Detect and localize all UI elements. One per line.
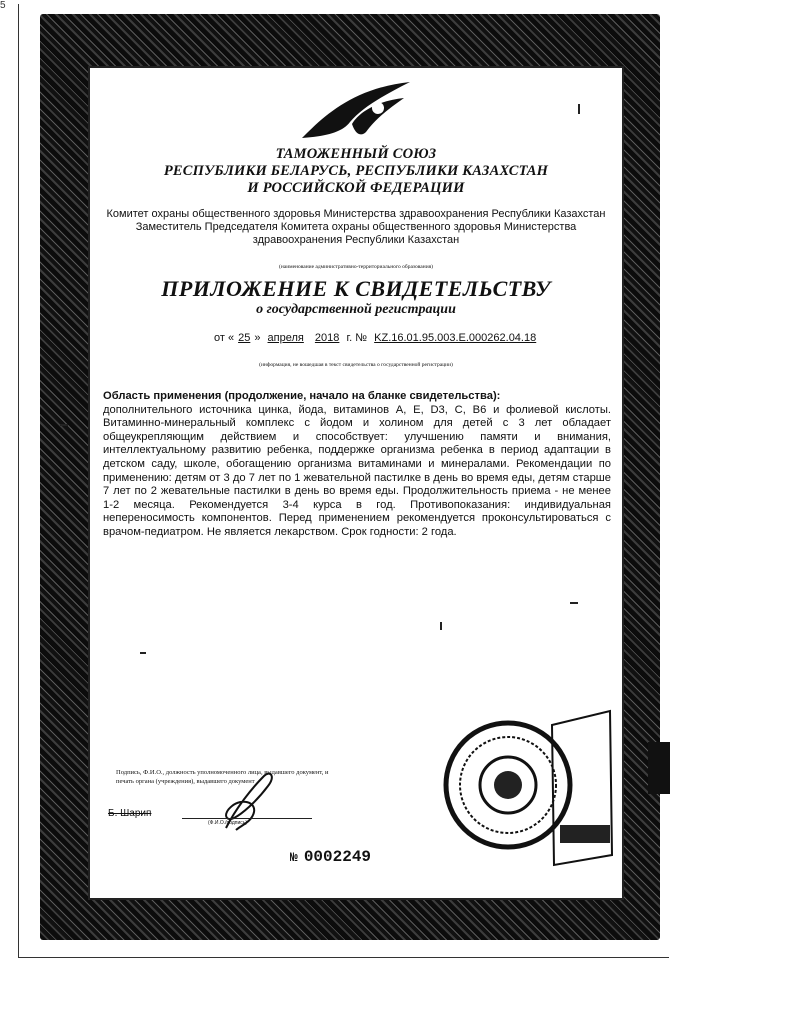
- document-title: ПРИЛОЖЕНИЕ К СВИДЕТЕЛЬСТВУ: [161, 276, 551, 301]
- signer-name: Б. Шарип: [108, 808, 152, 819]
- signer-role-caption: (Ф.И.О./подпись): [208, 820, 248, 826]
- scan-speck: [60, 424, 68, 426]
- date-day: 25: [238, 332, 251, 344]
- committee-line-3: здравоохранения Республики Казахстан: [252, 234, 460, 246]
- authority-caption: (наименование административно-территориального образования): [278, 264, 433, 270]
- registration-date-line: [214, 332, 540, 344]
- signature-line: [182, 818, 312, 819]
- serial-label: №: [290, 850, 298, 865]
- application-area-text: [103, 390, 611, 540]
- registration-number: KZ.16.01.95.003.E.000262.04.18: [374, 332, 537, 344]
- serial-number: [290, 848, 371, 866]
- scan-black-tab: [648, 742, 670, 794]
- union-title-line-2: РЕСПУБЛИКИ БЕЛАРУСЬ, РЕСПУБЛИКИ КАЗАХСТАН: [163, 163, 549, 179]
- date-prefix: от «: [214, 332, 235, 344]
- corner-mark: 5: [0, 0, 6, 11]
- date-year-suffix: г.: [346, 332, 353, 344]
- union-title-line-1: ТАМОЖЕННЫЙ СОЮЗ: [275, 146, 437, 162]
- official-seal-icon: [434, 705, 614, 875]
- committee-line-2: Заместитель Председателя Комитета охраны общественного здоровья Министерства: [135, 221, 577, 233]
- serial-value: 0002249: [303, 848, 372, 866]
- signature-caption: Подпись, Ф.И.О., должность уполномоченного лица, выдавшего документ, и печать органа (учреждения), выдавшего документ: [116, 769, 329, 785]
- info-caption: (информация, не вошедшая в текст свидетельства о государственной регистрации): [259, 362, 453, 368]
- union-title-line-3: И РОССИЙСКОЙ ФЕДЕРАЦИИ: [247, 180, 465, 196]
- number-label: №: [355, 332, 368, 344]
- scan-speck: [140, 652, 146, 654]
- date-year: 2018: [314, 332, 340, 344]
- scan-speck: [440, 622, 442, 630]
- committee-line-1: Комитет охраны общественного здоровья Министерства здравоохранения Республики Казахстан: [106, 208, 606, 220]
- application-area-body: дополнительного источника цинка, йода, витаминов А, Е, D3, С, В6 и фолиевой кислоты. Витаминно-минеральный комплекс с йодом и холином для детей с 3 лет обладает общеукрепляющим действием и способствует: улучшению памяти и внимания, интеллектуальному развитию ребенка, поддержке организма ребенка в период адаптации в детском саду, школе, обогащению организма витаминами и минералами. Рекомендации по применению: детям от 3 до 7 лет по 1 жевательной пастилке в день во время еды, детям старше 7 лет по 2 жевательные пастилки в день во время еды. Продолжительность приема - не менее 1-2 месяца. Рекомендуется 3-4 курса в год. Противопоказания: индивидуальная непереносимость компонентов. Перед применением рекомендуется проконсультироваться с врачом-педиатром. Не является лекарством. Срок годности: 2 года.: [103, 403, 611, 538]
- application-area-heading: Область применения (продолжение, начало на бланке свидетельства):: [103, 390, 501, 402]
- date-mid: »: [254, 332, 261, 344]
- document-subtitle: о государственной регистрации: [256, 302, 456, 317]
- scan-speck: [570, 602, 578, 604]
- eurasian-union-emblem-icon: [292, 78, 422, 144]
- date-month: апреля: [267, 332, 304, 344]
- scan-speck: [578, 104, 580, 114]
